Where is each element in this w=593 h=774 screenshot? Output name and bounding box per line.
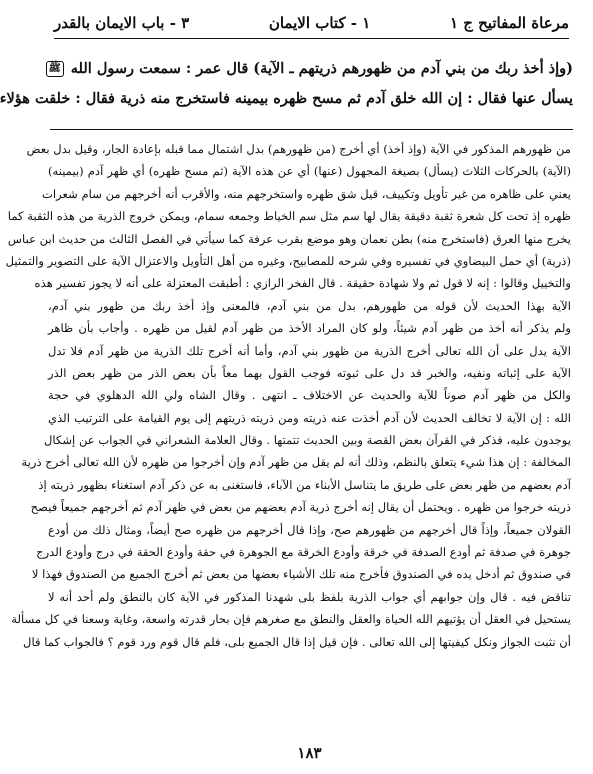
book-title: مرعاة المفاتيح ج ١ <box>449 14 569 32</box>
page-number: ١٨٣ <box>297 744 322 762</box>
commentary-line: والتخييل وقالوا : إنه لا قول ثم ولا شهادة حقيقة . قال الفخر الرازي : أطبقت المعتزلة على أنه لا يجوز تفسير هذه <box>34 276 571 291</box>
commentary-line: الآية على إثباته ونفيه، والخبر قد دل على ثبوته فوجب القول بهما معاً بأن بعض الذر من ظهر بعض الذر <box>48 365 571 380</box>
commentary-line: آدم بعضهم من ظهر بعض على طريق ما يتناسل الأبناء من الآباء، فاستغنى به عن ذكر آدم استغناء بظهور ذريته إذ <box>38 477 571 492</box>
commentary-line: الآية يدل على أن الله تعالى أخرج الذرية من ظهور بني آدم، وأما أنه أخرج تلك الذرية من ظهر آدم فلا تدل <box>48 343 571 358</box>
commentary-line: المخالفة : إن هذا شيء يتعلق بالنظم، وذلك أنه لم يقل من ظهر آدم وإن أخرجوا من ظهره لأن الله تعالى أخرج ذرية <box>21 455 571 470</box>
commentary-line: (ذرية) أي حمل البيضاوي في تفسيره وفي شرحه للمصابيح، وغيره من أهل التأويل والاعتزال الآية على التصوير والتمثيل <box>5 253 571 268</box>
commentary-line: الآية بهذا الحديث لأن قوله من ظهورهم، بدل من بني آدم، فالمعنى وإذ أخذ ربك من ظهور بني آدم، <box>48 298 571 313</box>
commentary-line: جوهرة في صدفة ثم أودع الصدفة في خرقة وأودع الخرقة مع الجوهرة في حقة وأودع الحقة في درج وأودع الدرج <box>36 545 571 560</box>
commentary-line: القولان جميعاً، وإذاً قال أخرجهم من ظهورهم صح، وإذا قال أخرجهم من ظهره صح أيضاً، ومثال ذلك من أودع <box>48 522 571 537</box>
hadith-text <box>0 54 573 114</box>
commentary-line: يوجدون عليه، فذكر في القرآن بعض القصة وبين الحديث تتمتها . وقال العلامة الشعراني في الجواب عن إشكال <box>43 433 571 448</box>
commentary-line: ظهره إذ تحت كل شعرة ثقبة دقيقة يقال لها سم مثل سم الخياط وجمعه سمام، ويمكن خروج الذرية من هذه الثقبة كما <box>7 209 571 224</box>
hadith-line-2: يسأل عنها فقال : إن الله خلق آدم ثم مسح ظهره بيمينه فاستخرج منه ذرية فقال : خلقت هؤلاء <box>0 90 573 107</box>
kitab-title: ١ - كتاب الايمان <box>268 14 371 32</box>
hadith-line-1 <box>48 54 573 84</box>
header-divider <box>54 38 569 39</box>
commentary-line: يعني على ظاهره من غير تأويل وتكييف، قيل شق ظهره واستخرجهم منه، والأقرب أنه أخرجهم من سام شعرات <box>41 186 571 201</box>
salawat-seal: ﷺ <box>46 61 64 77</box>
commentary-line: من ظهورهم المذكور في الآية (وإذ أخذ) أي أخرج (من ظهورهم) بدل اشتمال مما قبله بإعادة الجار، وقيل بدل بعض <box>26 142 571 156</box>
commentary-line: يستحيل في العقل أن يؤتيهم الله الحياة والعقل والنطق مع صغرهم فإن بحار قدرته واسعة، وغاية وسعنا في كل مسألة <box>11 612 571 627</box>
commentary-text <box>5 138 571 653</box>
commentary-line: أن نثبت الجواز ونكل كيفيتها إلى الله تعالى . فإن قيل إذا قال الجميع بلى، فلم قال قوم ورد قوم ؟ فالجواب كما قال <box>23 634 571 649</box>
commentary-divider <box>50 129 573 130</box>
running-header <box>54 10 569 36</box>
bab-title: ٣ - باب الايمان بالقدر <box>54 14 190 32</box>
commentary-line: ذريته خرجوا من ظهره . ويحتمل أن يقال إنه أخرج ذرية آدم بعضهم من بعض في ظهر آدم ثم أخرجهم جميعاً فيصح <box>30 500 571 515</box>
hadith-line-1-text: (وإذ أخذ ربك من بني آدم من ظهورهم ذريتهم ـ الآية) قال عمر : سمعت رسول الله <box>70 60 573 77</box>
commentary-line: تناقض فيه . قال وإن جوابهم أي جواب الذرية بلفظ بلى شهدنا المذكور في الآية كان بالنطق ولم أحد أنه لا <box>48 589 571 604</box>
commentary-line: والكل من ظهر آدم صوناً للآية والحديث عن الاختلاف ـ انتهى . وقال الشاه ولي الله الدهلوي في حجة <box>48 388 571 403</box>
commentary-line: ولم يذكر أنه أخذ من ظهر آدم شيئاً، ولو كان المراد الأخذ من ظهر آدم لقيل من ظهره . وأجاب بأن ظاهر <box>48 321 571 336</box>
commentary-line: يخرج منها العرق (فاستخرج منه) بطن نعمان وهو موضع بقرب عرفة كما سيأتي في الفصل الثالث من حديث ابن عباس <box>7 231 571 246</box>
commentary-line: (الآية) بالحركات الثلاث (يسأل) بصيغة المجهول (عنها) أي عن هذه الآية (ثم مسح ظهره) أي ظهر آدم (بيمينه) <box>48 164 571 179</box>
commentary-line: في صندوق ثم أدخل يده في الصندوق فأخرج منه تلك الأشياء بعضها من بعض ثم أخرج الجميع من الصندوق فهذا لا <box>31 567 571 582</box>
commentary-line: الله : إن الآية لا تخالف الحديث لأن آدم أخذت عنه ذريته ومن ذريته ذريتهم إلى يوم القيامة على الترتيب الذي <box>48 410 571 425</box>
book-page <box>0 6 583 768</box>
